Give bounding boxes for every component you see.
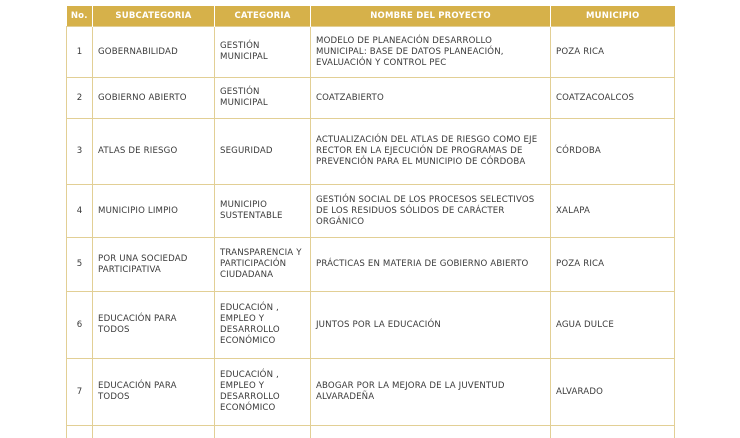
row-number: 3 [67, 119, 93, 185]
row-municipio: AGUA DULCE [551, 292, 675, 359]
row-number: 1 [67, 27, 93, 78]
row-cell-empty [551, 426, 675, 438]
table-row [67, 27, 675, 78]
table-row [67, 238, 675, 292]
row-municipio: CÓRDOBA [551, 119, 675, 185]
row-subcategoria: MUNICIPIO LIMPIO [93, 185, 215, 238]
row-proyecto: COATZABIERTO [311, 78, 551, 119]
row-cell-empty [311, 426, 551, 438]
row-categoria: MUNICIPIO SUSTENTABLE [215, 185, 311, 238]
row-categoria: TRANSPARENCIA Y PARTICIPACIÓN CIUDADANA [215, 238, 311, 292]
table-row [67, 359, 675, 426]
row-subcategoria: EDUCACIÓN PARA TODOS [93, 359, 215, 426]
row-municipio: XALAPA [551, 185, 675, 238]
row-proyecto: PRÁCTICAS EN MATERIA DE GOBIERNO ABIERTO [311, 238, 551, 292]
row-number: 6 [67, 292, 93, 359]
row-subcategoria: ATLAS DE RIESGO [93, 119, 215, 185]
header-municipio: MUNICIPIO [551, 6, 675, 27]
table-row-partial [67, 426, 675, 438]
row-cell-empty [67, 426, 93, 438]
header-subcategoria: SUBCATEGORIA [93, 6, 215, 27]
table-row [67, 292, 675, 359]
row-cell-empty [93, 426, 215, 438]
row-municipio: ALVARADO [551, 359, 675, 426]
row-subcategoria: EDUCACIÓN PARA TODOS [93, 292, 215, 359]
header-proyecto: NOMBRE DEL PROYECTO [311, 6, 551, 27]
row-number: 7 [67, 359, 93, 426]
table-header-row [67, 6, 675, 27]
row-categoria: GESTIÓN MUNICIPAL [215, 78, 311, 119]
row-categoria: EDUCACIÓN , EMPLEO Y DESARROLLO ECONÓMICO [215, 359, 311, 426]
row-proyecto: JUNTOS POR LA EDUCACIÓN [311, 292, 551, 359]
row-municipio: POZA RICA [551, 238, 675, 292]
table-row [67, 119, 675, 185]
row-proyecto: MODELO DE PLANEACIÓN DESARROLLO MUNICIPAL: BASE DE DATOS PLANEACIÓN, EVALUACIÓN Y CONTROL PEC [311, 27, 551, 78]
header-categoria: CATEGORIA [215, 6, 311, 27]
row-municipio: COATZACOALCOS [551, 78, 675, 119]
row-proyecto: GESTIÓN SOCIAL DE LOS PROCESOS SELECTIVOS DE LOS RESIDUOS SÓLIDOS DE CARÁCTER ORGÁNICO [311, 185, 551, 238]
row-categoria: EDUCACIÓN , EMPLEO Y DESARROLLO ECONÓMICO [215, 292, 311, 359]
row-subcategoria: POR UNA SOCIEDAD PARTICIPATIVA [93, 238, 215, 292]
row-municipio: POZA RICA [551, 27, 675, 78]
row-number: 5 [67, 238, 93, 292]
table-row [67, 185, 675, 238]
projects-table [66, 6, 675, 438]
row-proyecto: ABOGAR POR LA MEJORA DE LA JUVENTUD ALVARADEÑA [311, 359, 551, 426]
row-number: 4 [67, 185, 93, 238]
projects-table-container [66, 6, 674, 438]
row-subcategoria: GOBIERNO ABIERTO [93, 78, 215, 119]
row-proyecto: ACTUALIZACIÓN DEL ATLAS DE RIESGO COMO EJE RECTOR EN LA EJECUCIÓN DE PROGRAMAS DE PREVENCIÓN PARA EL MUNICIPIO DE CÓRDOBA [311, 119, 551, 185]
row-cell-empty [215, 426, 311, 438]
table-row [67, 78, 675, 119]
row-categoria: GESTIÓN MUNICIPAL [215, 27, 311, 78]
row-categoria: SEGURIDAD [215, 119, 311, 185]
header-no: No. [67, 6, 93, 27]
row-subcategoria: GOBERNABILIDAD [93, 27, 215, 78]
row-number: 2 [67, 78, 93, 119]
